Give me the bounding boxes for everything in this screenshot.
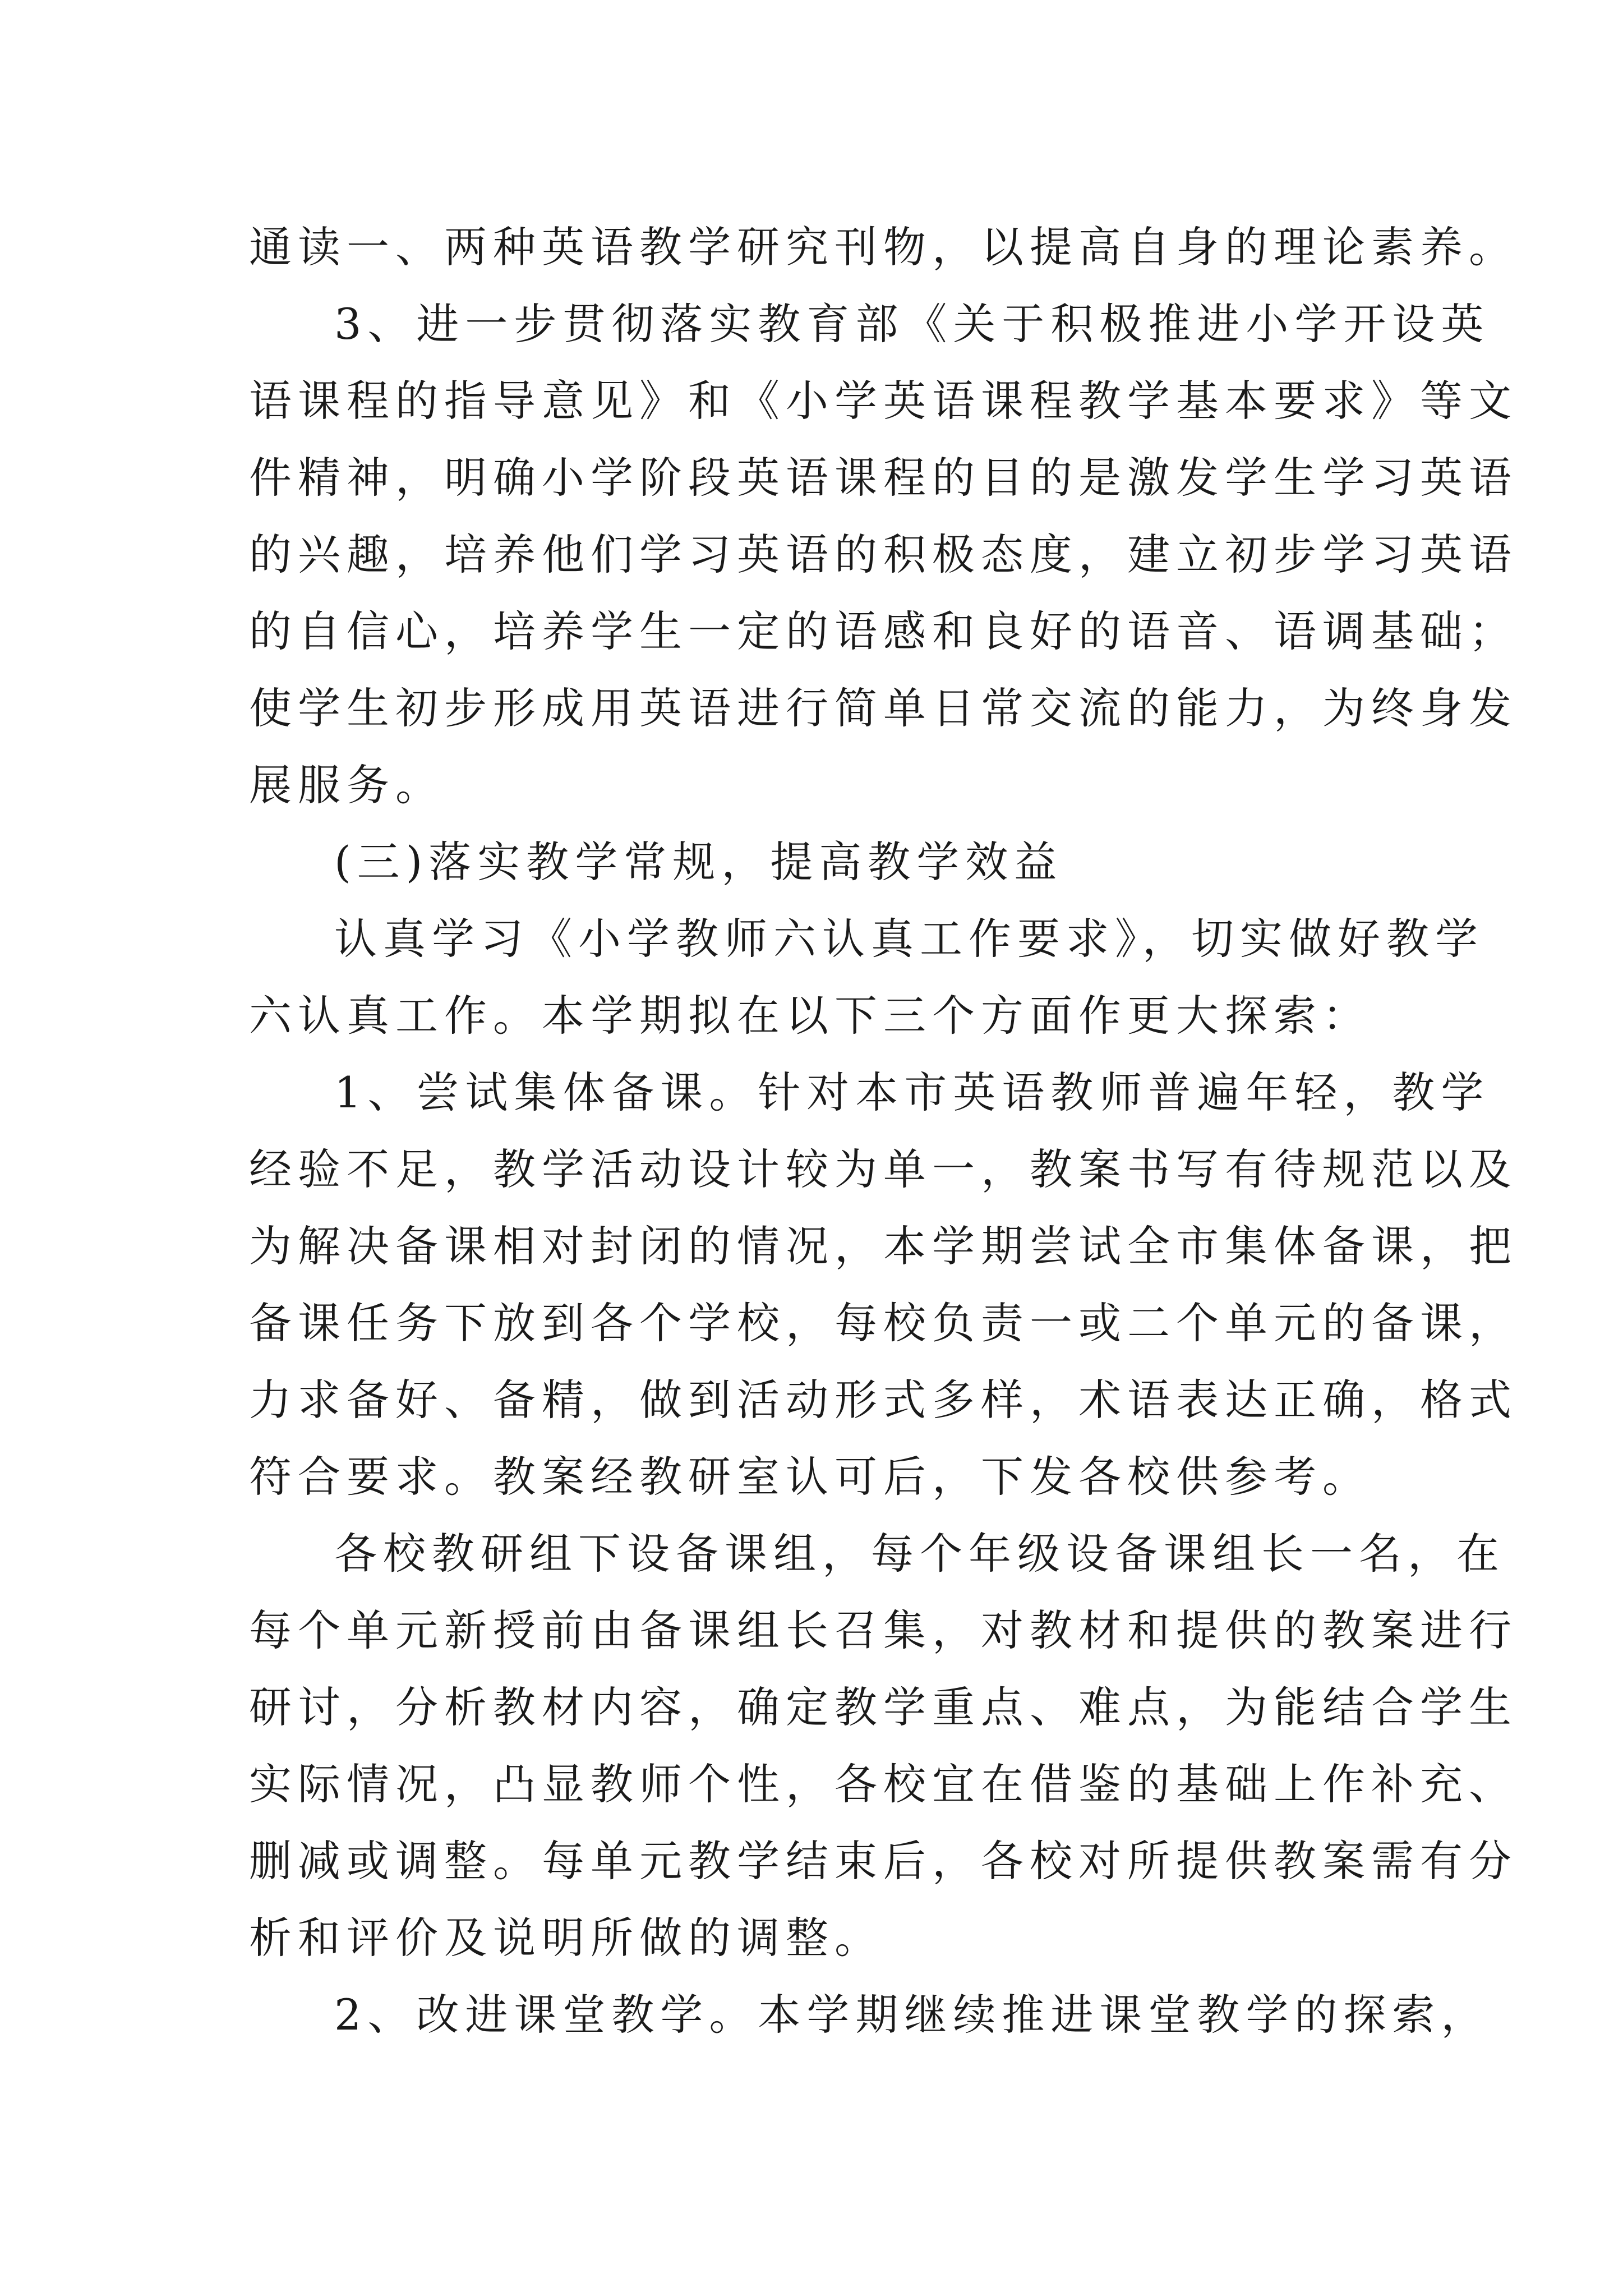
text-line-16: 力求备好、备精，做到活动形式多样，术语表达正确，格式 [249, 1375, 1518, 1425]
text-line-2: 3、进一步贯彻落实教育部《关于积极推进小学开设英 [334, 299, 1490, 349]
text-line-6: 的自信心，培养学生一定的语感和良好的语音、语调基础； [249, 606, 1518, 656]
text-line-12: 1、尝试集体备课。针对本市英语教师普遍年轻，教学 [334, 1068, 1490, 1117]
text-line-8: 展服务。 [249, 760, 444, 810]
text-line-20: 研讨，分析教材内容，确定教学重点、难点，为能结合学生 [249, 1682, 1518, 1732]
text-line-18: 各校教研组下设备课组，每个年级设备课组长一名，在 [334, 1529, 1505, 1579]
text-line-19: 每个单元新授前由备课组长召集，对教材和提供的教案进行 [249, 1605, 1518, 1655]
text-line-23: 析和评价及说明所做的调整。 [249, 1913, 883, 1963]
text-line-5: 的兴趣，培养他们学习英语的积极态度，建立初步学习英语 [249, 530, 1518, 579]
text-line-24: 2、改进课堂教学。本学期继续推进课堂教学的探索， [334, 1990, 1490, 2040]
section-heading: (三)落实教学常规，提高教学效益 [334, 837, 1063, 887]
text-line-17: 符合要求。教案经教研室认可后，下发各校供参考。 [249, 1452, 1371, 1502]
text-line-3: 语课程的指导意见》和《小学英语课程教学基本要求》等文 [249, 376, 1518, 426]
text-line-1: 通读一、两种英语教学研究刊物，以提高自身的理论素养。 [249, 222, 1518, 272]
document-body [249, 209, 1518, 2053]
text-line-21: 实际情况，凸显教师个性，各校宜在借鉴的基础上作补充、 [249, 1759, 1518, 1809]
text-line-11: 六认真工作。本学期拟在以下三个方面作更大探索： [249, 991, 1371, 1041]
text-line-14: 为解决备课相对封闭的情况，本学期尝试全市集体备课，把 [249, 1221, 1518, 1271]
text-line-10: 认真学习《小学教师六认真工作要求》，切实做好教学 [334, 914, 1484, 964]
text-line-7: 使学生初步形成用英语进行简单日常交流的能力，为终身发 [249, 683, 1518, 733]
text-line-15: 备课任务下放到各个学校，每校负责一或二个单元的备课， [249, 1298, 1518, 1348]
text-line-13: 经验不足，教学活动设计较为单一，教案书写有待规范以及 [249, 1144, 1518, 1194]
text-line-22: 删减或调整。每单元教学结束后，各校对所提供教案需有分 [249, 1836, 1518, 1886]
text-line-4: 件精神，明确小学阶段英语课程的目的是激发学生学习英语 [249, 453, 1518, 503]
